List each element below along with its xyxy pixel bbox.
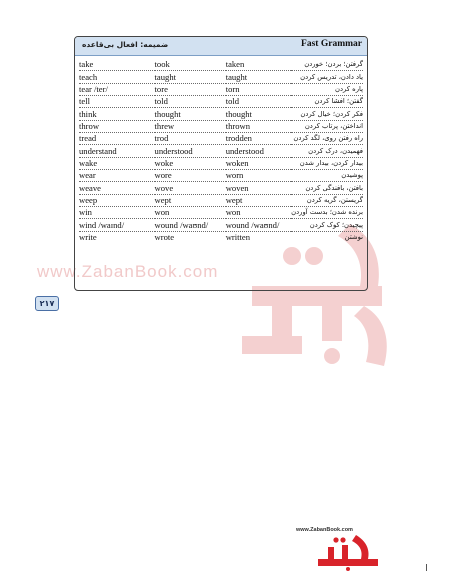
verb-base-form: throw (79, 120, 100, 131)
verb-past-participle: taken (225, 59, 245, 70)
table-row (79, 108, 363, 120)
verb-meaning-fa: برنده شدن؛ بدست آوردن (291, 208, 363, 217)
verb-meaning-fa: پاره کردن (335, 84, 363, 93)
verb-base-form: tell (79, 96, 90, 107)
verb-base-form: win (79, 207, 92, 218)
verb-past-participle: thought (225, 108, 252, 119)
table-row (79, 83, 363, 95)
verb-meaning-fa: نوشتن (344, 232, 363, 241)
table-row (79, 59, 363, 71)
verb-past-participle: torn (225, 83, 240, 94)
verb-base-form: write (79, 231, 97, 242)
edge-mark (426, 564, 427, 571)
verb-base-form: weep (79, 194, 98, 205)
table-row (79, 207, 363, 219)
verb-past-form: wrote (154, 231, 175, 242)
verb-meaning-fa: پیچیدن؛ کوک کردن (309, 220, 363, 229)
verb-past-participle: understood (225, 145, 264, 156)
verb-past-form: thought (154, 108, 181, 119)
verb-past-form: wept (154, 194, 172, 205)
verb-meaning-fa: یاد دادن، تدریس کردن (300, 72, 363, 81)
verb-meaning-fa: بیدار کردن، بیدار شدن (299, 158, 363, 167)
verb-past-form: woke (154, 157, 174, 168)
verb-meaning-fa: گفتن؛ افشا کردن (314, 97, 363, 106)
footer-url: www.ZabanBook.com (296, 527, 353, 533)
table-row (79, 194, 363, 206)
verb-past-participle: told (225, 96, 240, 107)
verb-meaning-fa: فهمیدن، درک کردن (308, 146, 363, 155)
verb-meaning-fa: فکر کردن؛ خیال کردن (300, 109, 363, 118)
table-row (79, 170, 363, 182)
table-row (79, 71, 363, 83)
verb-past-participle: worn (225, 170, 244, 181)
verb-past-participle: wept (225, 194, 243, 205)
verb-base-form: take (79, 59, 94, 70)
verb-past-form: understood (154, 145, 193, 156)
table-row (79, 231, 363, 243)
table-row (79, 133, 363, 145)
table-row (79, 157, 363, 169)
verb-past-form: taught (154, 71, 177, 82)
verb-past-participle: won (225, 207, 241, 218)
verb-past-participle: thrown (225, 120, 251, 131)
verb-meaning-fa: انداختن، پرتاب کردن (304, 121, 363, 130)
verb-past-participle: written (225, 231, 251, 242)
verb-base-form: think (79, 108, 97, 119)
verb-base-form: wake (79, 157, 98, 168)
verb-base-form: wind /waɪnd/ (79, 219, 125, 230)
verb-base-form: tread (79, 133, 97, 144)
verb-meaning-fa: بافتن، بافندگی کردن (305, 183, 363, 192)
table-row (79, 120, 363, 132)
verb-past-form: took (154, 59, 170, 70)
verb-base-form: weave (79, 182, 101, 193)
watermark-url: www.ZabanBook.com (37, 262, 219, 281)
verb-past-participle: woken (225, 157, 249, 168)
verb-base-form: tear /ter/ (79, 83, 108, 94)
table-row (79, 96, 363, 108)
table-row (79, 145, 363, 157)
table-row (79, 219, 363, 231)
verb-meaning-fa: پوشیدن (341, 171, 363, 180)
verb-past-form: threw (154, 120, 175, 131)
verb-past-form: wore (154, 170, 172, 181)
verb-past-form: tore (154, 83, 168, 94)
irregular-verbs-table (79, 59, 363, 243)
header-title-en: Fast Grammar (301, 39, 362, 49)
grammar-box (74, 36, 368, 291)
verb-past-form: told (154, 96, 168, 107)
table-row (79, 182, 363, 194)
page-number: ۲۱۷ (35, 296, 59, 311)
verb-past-participle: trodden (225, 133, 252, 144)
box-header (75, 37, 367, 56)
verb-meaning-fa: گریستن، گریه کردن (306, 195, 363, 204)
verb-base-form: wear (79, 170, 96, 181)
zabanbook-footer-logo (312, 533, 384, 571)
verb-base-form: teach (79, 71, 98, 82)
verb-base-form: understand (79, 145, 117, 156)
verb-past-form: wove (154, 182, 174, 193)
header-title-fa: ضمیمه: افعال بی‌قاعده (82, 40, 169, 49)
verb-meaning-fa: گرفتن؛ بردن؛ خوردن (304, 60, 363, 69)
verb-meaning-fa: راه رفتن روی، لگد کردن (293, 134, 363, 143)
verb-past-participle: woven (225, 182, 249, 193)
verb-past-form: trod (154, 133, 169, 144)
verb-past-form: won (154, 207, 170, 218)
verb-past-participle: taught (225, 71, 248, 82)
verb-past-form: wound /waʊnd/ (154, 219, 209, 230)
verb-past-participle: wound /waʊnd/ (225, 219, 280, 230)
